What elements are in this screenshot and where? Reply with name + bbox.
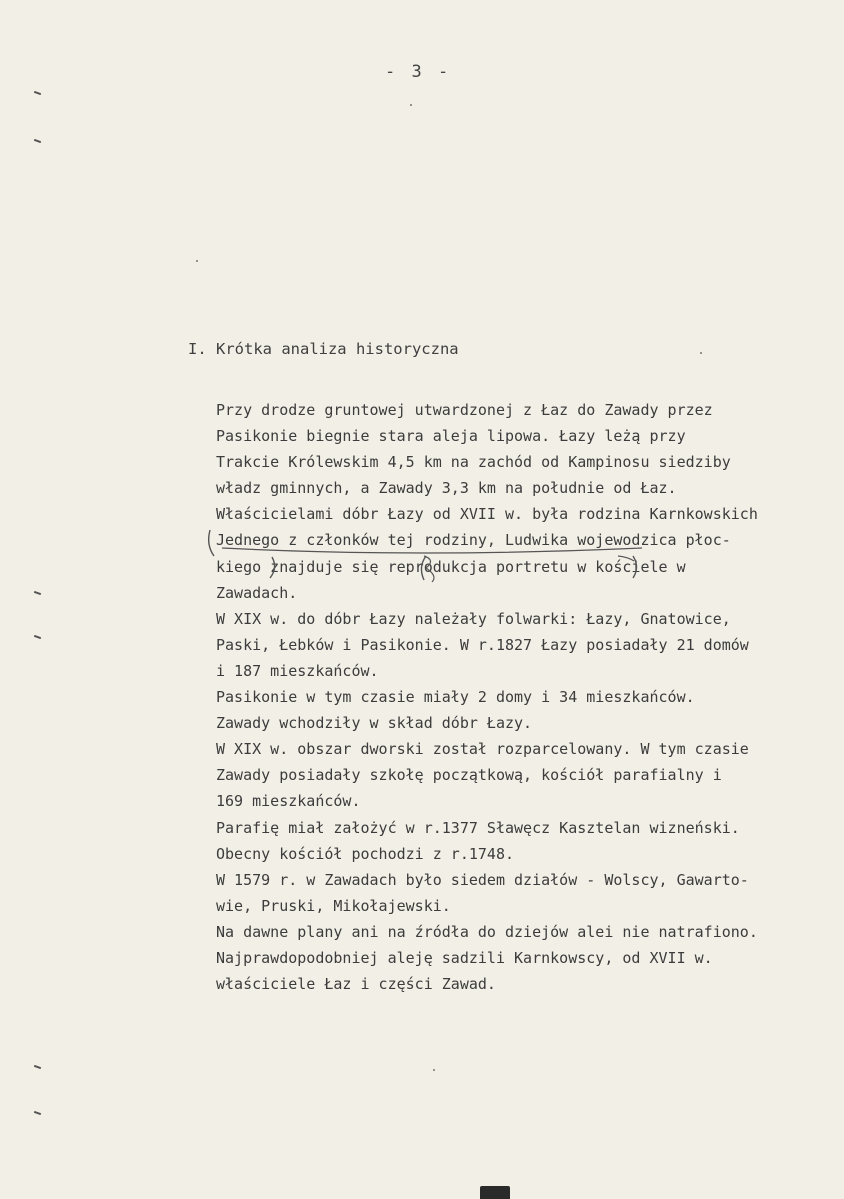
text-line: i 187 mieszkańców.	[216, 661, 379, 680]
binding-clip	[480, 1186, 510, 1199]
text-line: Zawadach.	[216, 583, 298, 602]
text-line: właściciele Łaz i części Zawad.	[216, 975, 496, 994]
text-line: Właścicielami dóbr Łazy od XVII w. była rodzina Karnkowskich	[216, 505, 758, 524]
text-line: Trakcie Królewskim 4,5 km na zachód od Kampinosu siedziby	[216, 453, 731, 472]
text-line: Przy drodze gruntowej utwardzonej z Łaz do Zawady przez	[216, 401, 713, 419]
text-line: kiego znajduje się reprodukcja portretu w kościele w	[216, 557, 686, 576]
text-line: W XIX w. do dóbr Łazy należały folwarki: Łazy, Gnatowice,	[216, 609, 731, 628]
text-line: Paski, Łebków i Pasikonie. W r.1827 Łazy posiadały 21 domów	[216, 635, 749, 654]
text-line: W 1579 r. w Zawadach było siedem działów - Wolscy, Gawarto-	[216, 870, 749, 889]
text-line: 169 mieszkańców.	[216, 792, 361, 811]
page-number: - 3 -	[385, 62, 452, 82]
paper-speck	[410, 104, 412, 106]
text-line: Na dawne plany ani na źródła do dziejów alei nie natrafiono.	[216, 922, 758, 941]
text-line: W XIX w. obszar dworski został rozparcelowany. W tym czasie	[216, 740, 749, 759]
text-line: władz gminnych, a Zawady 3,3 km na południe od Łaz.	[216, 479, 677, 498]
section-heading: I. Krótka analiza historyczna	[188, 340, 459, 358]
text-line: Najprawdopodobniej aleję sadzili Karnkowscy, od XVII w.	[216, 948, 713, 967]
text-line: Parafię miał założyć w r.1377 Sławęcz Kasztelan wizneński.	[216, 818, 740, 837]
text-line: Obecny kościół pochodzi z r.1748.	[216, 844, 515, 863]
text-line: Jednego z członków tej rodziny, Ludwika wojewodzica płoc-	[216, 531, 731, 550]
text-line: Zawady wchodziły w skład dóbr Łazy.	[216, 714, 533, 733]
text-line: wie, Pruski, Mikołajewski.	[216, 896, 451, 915]
paper-speck	[433, 1069, 435, 1071]
paper-speck	[700, 352, 702, 354]
paper-speck	[196, 260, 198, 262]
text-line: Pasikonie w tym czasie miały 2 domy i 34 mieszkańców.	[216, 688, 695, 707]
text-line: Zawady posiadały szkołę początkową, kościół parafialny i	[216, 766, 722, 785]
text-line: Pasikonie biegnie stara aleja lipowa. Łazy leżą przy	[216, 427, 686, 446]
